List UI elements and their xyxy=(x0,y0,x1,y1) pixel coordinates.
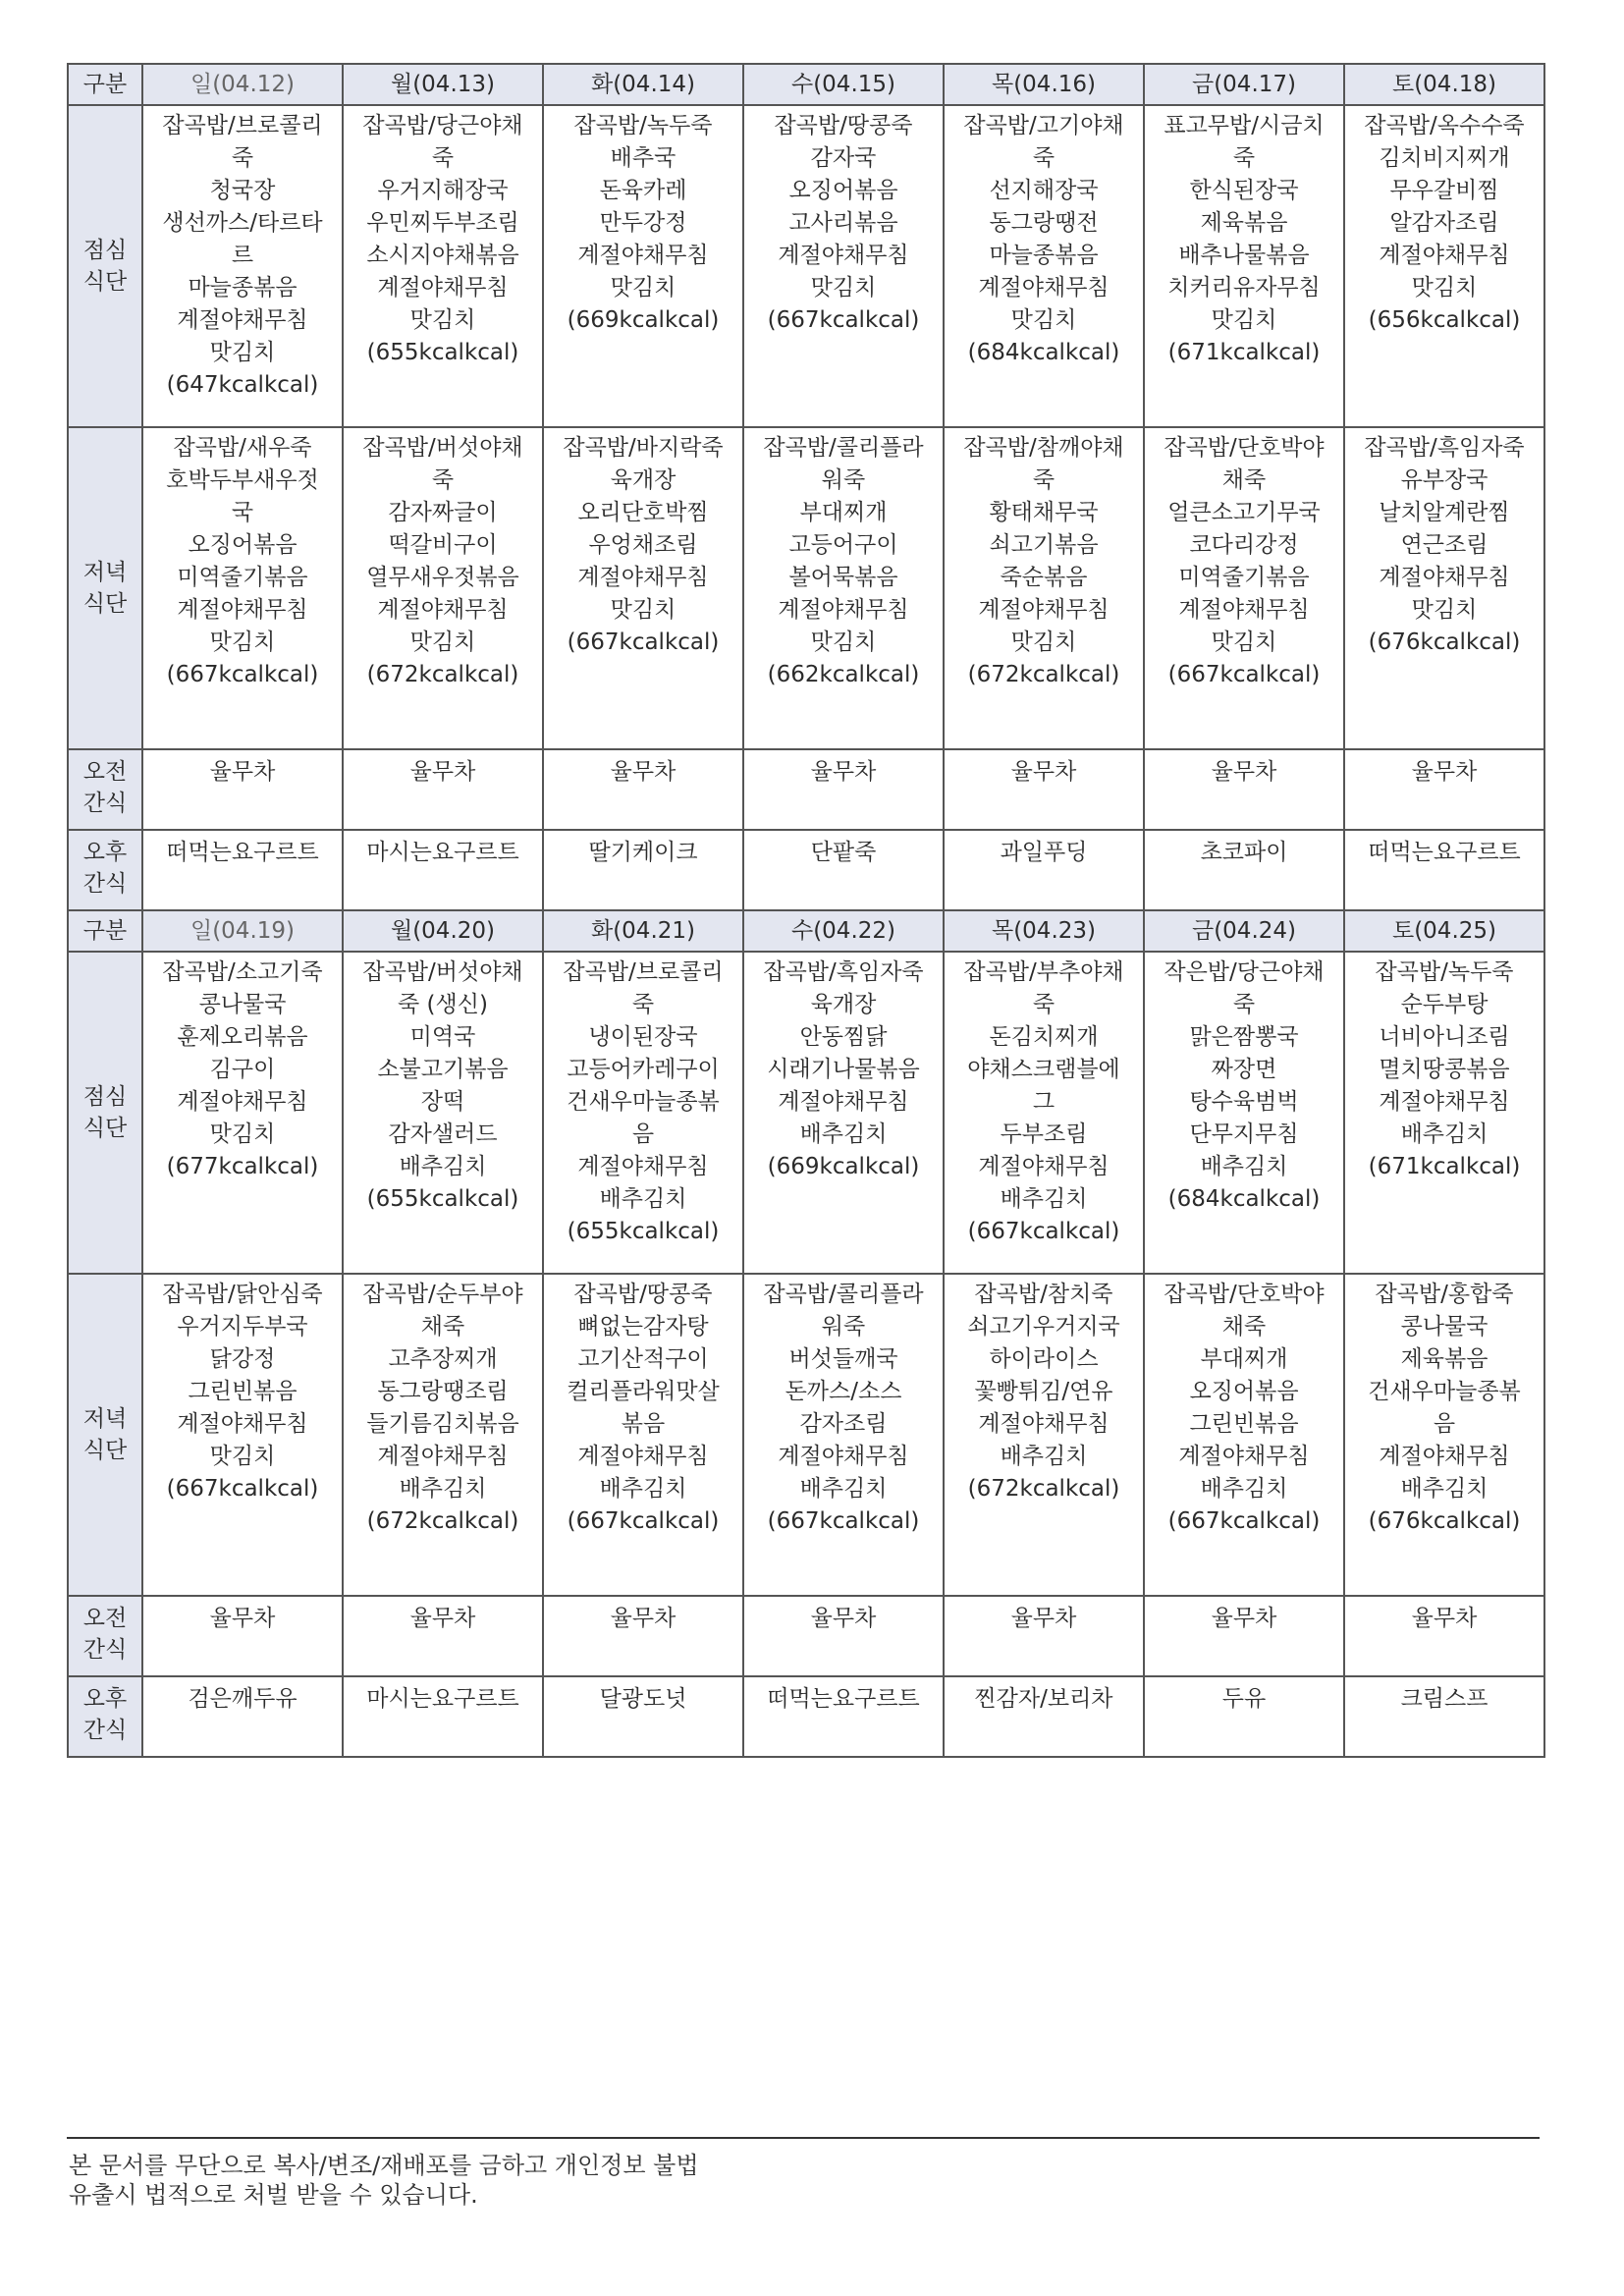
lunch-cell-fri: 작은밥/당근야채 죽 맑은짬뽕국 짜장면 탕수육범벅 단무지무침 배추김치 (684kcalkcal) xyxy=(1144,952,1344,1274)
lunch-label: 점심 식단 xyxy=(68,952,142,1274)
dinner-cell-sun: 잡곡밥/닭안심죽 우거지두부국 닭강정 그린빈볶음 계절야채무침 맛김치 (667kcalkcal) xyxy=(142,1274,343,1596)
footer-divider xyxy=(67,2137,1540,2139)
week1-am-snack-row xyxy=(68,749,1544,830)
lunch-cell-sun: 잡곡밥/브로콜리 죽 청국장 생선까스/타르타 르 마늘종볶음 계절야채무침 맛김치 (647kcalkcal) xyxy=(142,105,343,427)
lunch-cell-sun: 잡곡밥/소고기죽 콩나물국 훈제오리볶음 김구이 계절야채무침 맛김치 (677kcalkcal) xyxy=(142,952,343,1274)
dinner-cell-sun: 잡곡밥/새우죽 호박두부새우젓 국 오징어볶음 미역줄기볶음 계절야채무침 맛김치 (667kcalkcal) xyxy=(142,427,343,749)
pm-snack-cell-sat: 떠먹는요구르트 xyxy=(1344,830,1544,910)
meal-plan-table xyxy=(67,63,1545,1758)
pm-snack-cell-thu: 찐감자/보리차 xyxy=(944,1676,1144,1757)
am-snack-cell-mon: 율무차 xyxy=(343,1596,543,1676)
pm-snack-cell-mon: 마시는요구르트 xyxy=(343,1676,543,1757)
dinner-cell-fri: 잡곡밥/단호박야 채죽 얼큰소고기무국 코다리강정 미역줄기볶음 계절야채무침 맛김치 (667kcalkcal) xyxy=(1144,427,1344,749)
category-header: 구분 xyxy=(68,64,142,105)
pm-snack-label: 오후 간식 xyxy=(68,1676,142,1757)
lunch-cell-thu: 잡곡밥/부추야채 죽 돈김치찌개 야채스크램블에 그 두부조림 계절야채무침 배추김치 (667kcalkcal) xyxy=(944,952,1144,1274)
lunch-cell-tue: 잡곡밥/브로콜리 죽 냉이된장국 고등어카레구이 건새우마늘종볶 음 계절야채무침 배추김치 (655kcalkcal) xyxy=(543,952,743,1274)
pm-snack-label: 오후 간식 xyxy=(68,830,142,910)
pm-snack-cell-thu: 과일푸딩 xyxy=(944,830,1144,910)
week1-dinner-row xyxy=(68,427,1544,749)
day-header-sun: 일(04.19) xyxy=(142,910,343,952)
am-snack-cell-wed: 율무차 xyxy=(743,1596,944,1676)
day-header-tue: 화(04.14) xyxy=(543,64,743,105)
lunch-cell-mon: 잡곡밥/버섯야채 죽 (생신) 미역국 소불고기볶음 장떡 감자샐러드 배추김치 (655kcalkcal) xyxy=(343,952,543,1274)
day-header-tue: 화(04.21) xyxy=(543,910,743,952)
day-header-thu: 목(04.16) xyxy=(944,64,1144,105)
dinner-cell-sat: 잡곡밥/홍합죽 콩나물국 제육볶음 건새우마늘종볶 음 계절야채무침 배추김치 (676kcalkcal) xyxy=(1344,1274,1544,1596)
dinner-label: 저녁 식단 xyxy=(68,1274,142,1596)
week2-pm-snack-row xyxy=(68,1676,1544,1757)
pm-snack-cell-mon: 마시는요구르트 xyxy=(343,830,543,910)
dinner-cell-mon: 잡곡밥/버섯야채 죽 감자짜글이 떡갈비구이 열무새우젓볶음 계절야채무침 맛김치 (672kcalkcal) xyxy=(343,427,543,749)
pm-snack-cell-fri: 두유 xyxy=(1144,1676,1344,1757)
day-header-fri: 금(04.17) xyxy=(1144,64,1344,105)
dinner-cell-thu: 잡곡밥/참깨야채 죽 황태채무국 쇠고기볶음 죽순볶음 계절야채무침 맛김치 (672kcalkcal) xyxy=(944,427,1144,749)
day-header-wed: 수(04.22) xyxy=(743,910,944,952)
pm-snack-cell-wed: 단팥죽 xyxy=(743,830,944,910)
week2-am-snack-row xyxy=(68,1596,1544,1676)
am-snack-cell-sun: 율무차 xyxy=(142,749,343,830)
dinner-cell-tue: 잡곡밥/땅콩죽 뼈없는감자탕 고기산적구이 컬리플라워맛살 볶음 계절야채무침 배추김치 (667kcalkcal) xyxy=(543,1274,743,1596)
am-snack-cell-fri: 율무차 xyxy=(1144,1596,1344,1676)
am-snack-cell-sun: 율무차 xyxy=(142,1596,343,1676)
lunch-label: 점심 식단 xyxy=(68,105,142,427)
lunch-cell-sat: 잡곡밥/옥수수죽 김치비지찌개 무우갈비찜 알감자조림 계절야채무침 맛김치 (656kcalkcal) xyxy=(1344,105,1544,427)
footer-notice: 본 문서를 무단으로 복사/변조/재배포를 금하고 개인정보 불법 유출시 법적으로 처벌 받을 수 있습니다. xyxy=(69,2152,699,2209)
am-snack-label: 오전 간식 xyxy=(68,749,142,830)
lunch-cell-tue: 잡곡밥/녹두죽 배추국 돈육카레 만두강정 계절야채무침 맛김치 (669kcalkcal) xyxy=(543,105,743,427)
am-snack-cell-wed: 율무차 xyxy=(743,749,944,830)
day-header-sun: 일(04.12) xyxy=(142,64,343,105)
day-header-fri: 금(04.24) xyxy=(1144,910,1344,952)
lunch-cell-sat: 잡곡밥/녹두죽 순두부탕 너비아니조림 멸치땅콩볶음 계절야채무침 배추김치 (671kcalkcal) xyxy=(1344,952,1544,1274)
dinner-label: 저녁 식단 xyxy=(68,427,142,749)
am-snack-cell-fri: 율무차 xyxy=(1144,749,1344,830)
week1-lunch-row xyxy=(68,105,1544,427)
week1-pm-snack-row xyxy=(68,830,1544,910)
dinner-cell-mon: 잡곡밥/순두부야 채죽 고추장찌개 동그랑땡조림 들기름김치볶음 계절야채무침 배추김치 (672kcalkcal) xyxy=(343,1274,543,1596)
day-header-sat: 토(04.18) xyxy=(1344,64,1544,105)
am-snack-cell-sat: 율무차 xyxy=(1344,749,1544,830)
day-header-thu: 목(04.23) xyxy=(944,910,1144,952)
am-snack-cell-tue: 율무차 xyxy=(543,1596,743,1676)
week2-lunch-row xyxy=(68,952,1544,1274)
week2-header-row xyxy=(68,910,1544,952)
pm-snack-cell-wed: 떠먹는요구르트 xyxy=(743,1676,944,1757)
am-snack-cell-tue: 율무차 xyxy=(543,749,743,830)
am-snack-cell-thu: 율무차 xyxy=(944,1596,1144,1676)
pm-snack-cell-tue: 달광도넛 xyxy=(543,1676,743,1757)
lunch-cell-fri: 표고무밥/시금치 죽 한식된장국 제육볶음 배추나물볶음 치커리유자무침 맛김치 (671kcalkcal) xyxy=(1144,105,1344,427)
pm-snack-cell-tue: 딸기케이크 xyxy=(543,830,743,910)
week2-dinner-row xyxy=(68,1274,1544,1596)
day-header-mon: 월(04.13) xyxy=(343,64,543,105)
dinner-cell-thu: 잡곡밥/참치죽 쇠고기우거지국 하이라이스 꽃빵튀김/연유 계절야채무침 배추김치 (672kcalkcal) xyxy=(944,1274,1144,1596)
dinner-cell-tue: 잡곡밥/바지락죽 육개장 오리단호박찜 우엉채조림 계절야채무침 맛김치 (667kcalkcal) xyxy=(543,427,743,749)
category-header: 구분 xyxy=(68,910,142,952)
lunch-cell-wed: 잡곡밥/흑임자죽 육개장 안동찜닭 시래기나물볶음 계절야채무침 배추김치 (669kcalkcal) xyxy=(743,952,944,1274)
dinner-cell-fri: 잡곡밥/단호박야 채죽 부대찌개 오징어볶음 그린빈볶음 계절야채무침 배추김치 (667kcalkcal) xyxy=(1144,1274,1344,1596)
am-snack-cell-thu: 율무차 xyxy=(944,749,1144,830)
pm-snack-cell-fri: 초코파이 xyxy=(1144,830,1344,910)
dinner-cell-sat: 잡곡밥/흑임자죽 유부장국 날치알계란찜 연근조림 계절야채무침 맛김치 (676kcalkcal) xyxy=(1344,427,1544,749)
pm-snack-cell-sun: 떠먹는요구르트 xyxy=(142,830,343,910)
am-snack-label: 오전 간식 xyxy=(68,1596,142,1676)
day-header-mon: 월(04.20) xyxy=(343,910,543,952)
lunch-cell-wed: 잡곡밥/땅콩죽 감자국 오징어볶음 고사리볶음 계절야채무침 맛김치 (667kcalkcal) xyxy=(743,105,944,427)
pm-snack-cell-sat: 크림스프 xyxy=(1344,1676,1544,1757)
lunch-cell-mon: 잡곡밥/당근야채 죽 우거지해장국 우민찌두부조림 소시지야채볶음 계절야채무침 맛김치 (655kcalkcal) xyxy=(343,105,543,427)
dinner-cell-wed: 잡곡밥/콜리플라 워죽 부대찌개 고등어구이 볼어묵볶음 계절야채무침 맛김치 (662kcalkcal) xyxy=(743,427,944,749)
am-snack-cell-mon: 율무차 xyxy=(343,749,543,830)
am-snack-cell-sat: 율무차 xyxy=(1344,1596,1544,1676)
day-header-sat: 토(04.25) xyxy=(1344,910,1544,952)
dinner-cell-wed: 잡곡밥/콜리플라 워죽 버섯들깨국 돈까스/소스 감자조림 계절야채무침 배추김치 (667kcalkcal) xyxy=(743,1274,944,1596)
lunch-cell-thu: 잡곡밥/고기야채 죽 선지해장국 동그랑땡전 마늘종볶음 계절야채무침 맛김치 (684kcalkcal) xyxy=(944,105,1144,427)
week1-header-row xyxy=(68,64,1544,105)
day-header-wed: 수(04.15) xyxy=(743,64,944,105)
pm-snack-cell-sun: 검은깨두유 xyxy=(142,1676,343,1757)
